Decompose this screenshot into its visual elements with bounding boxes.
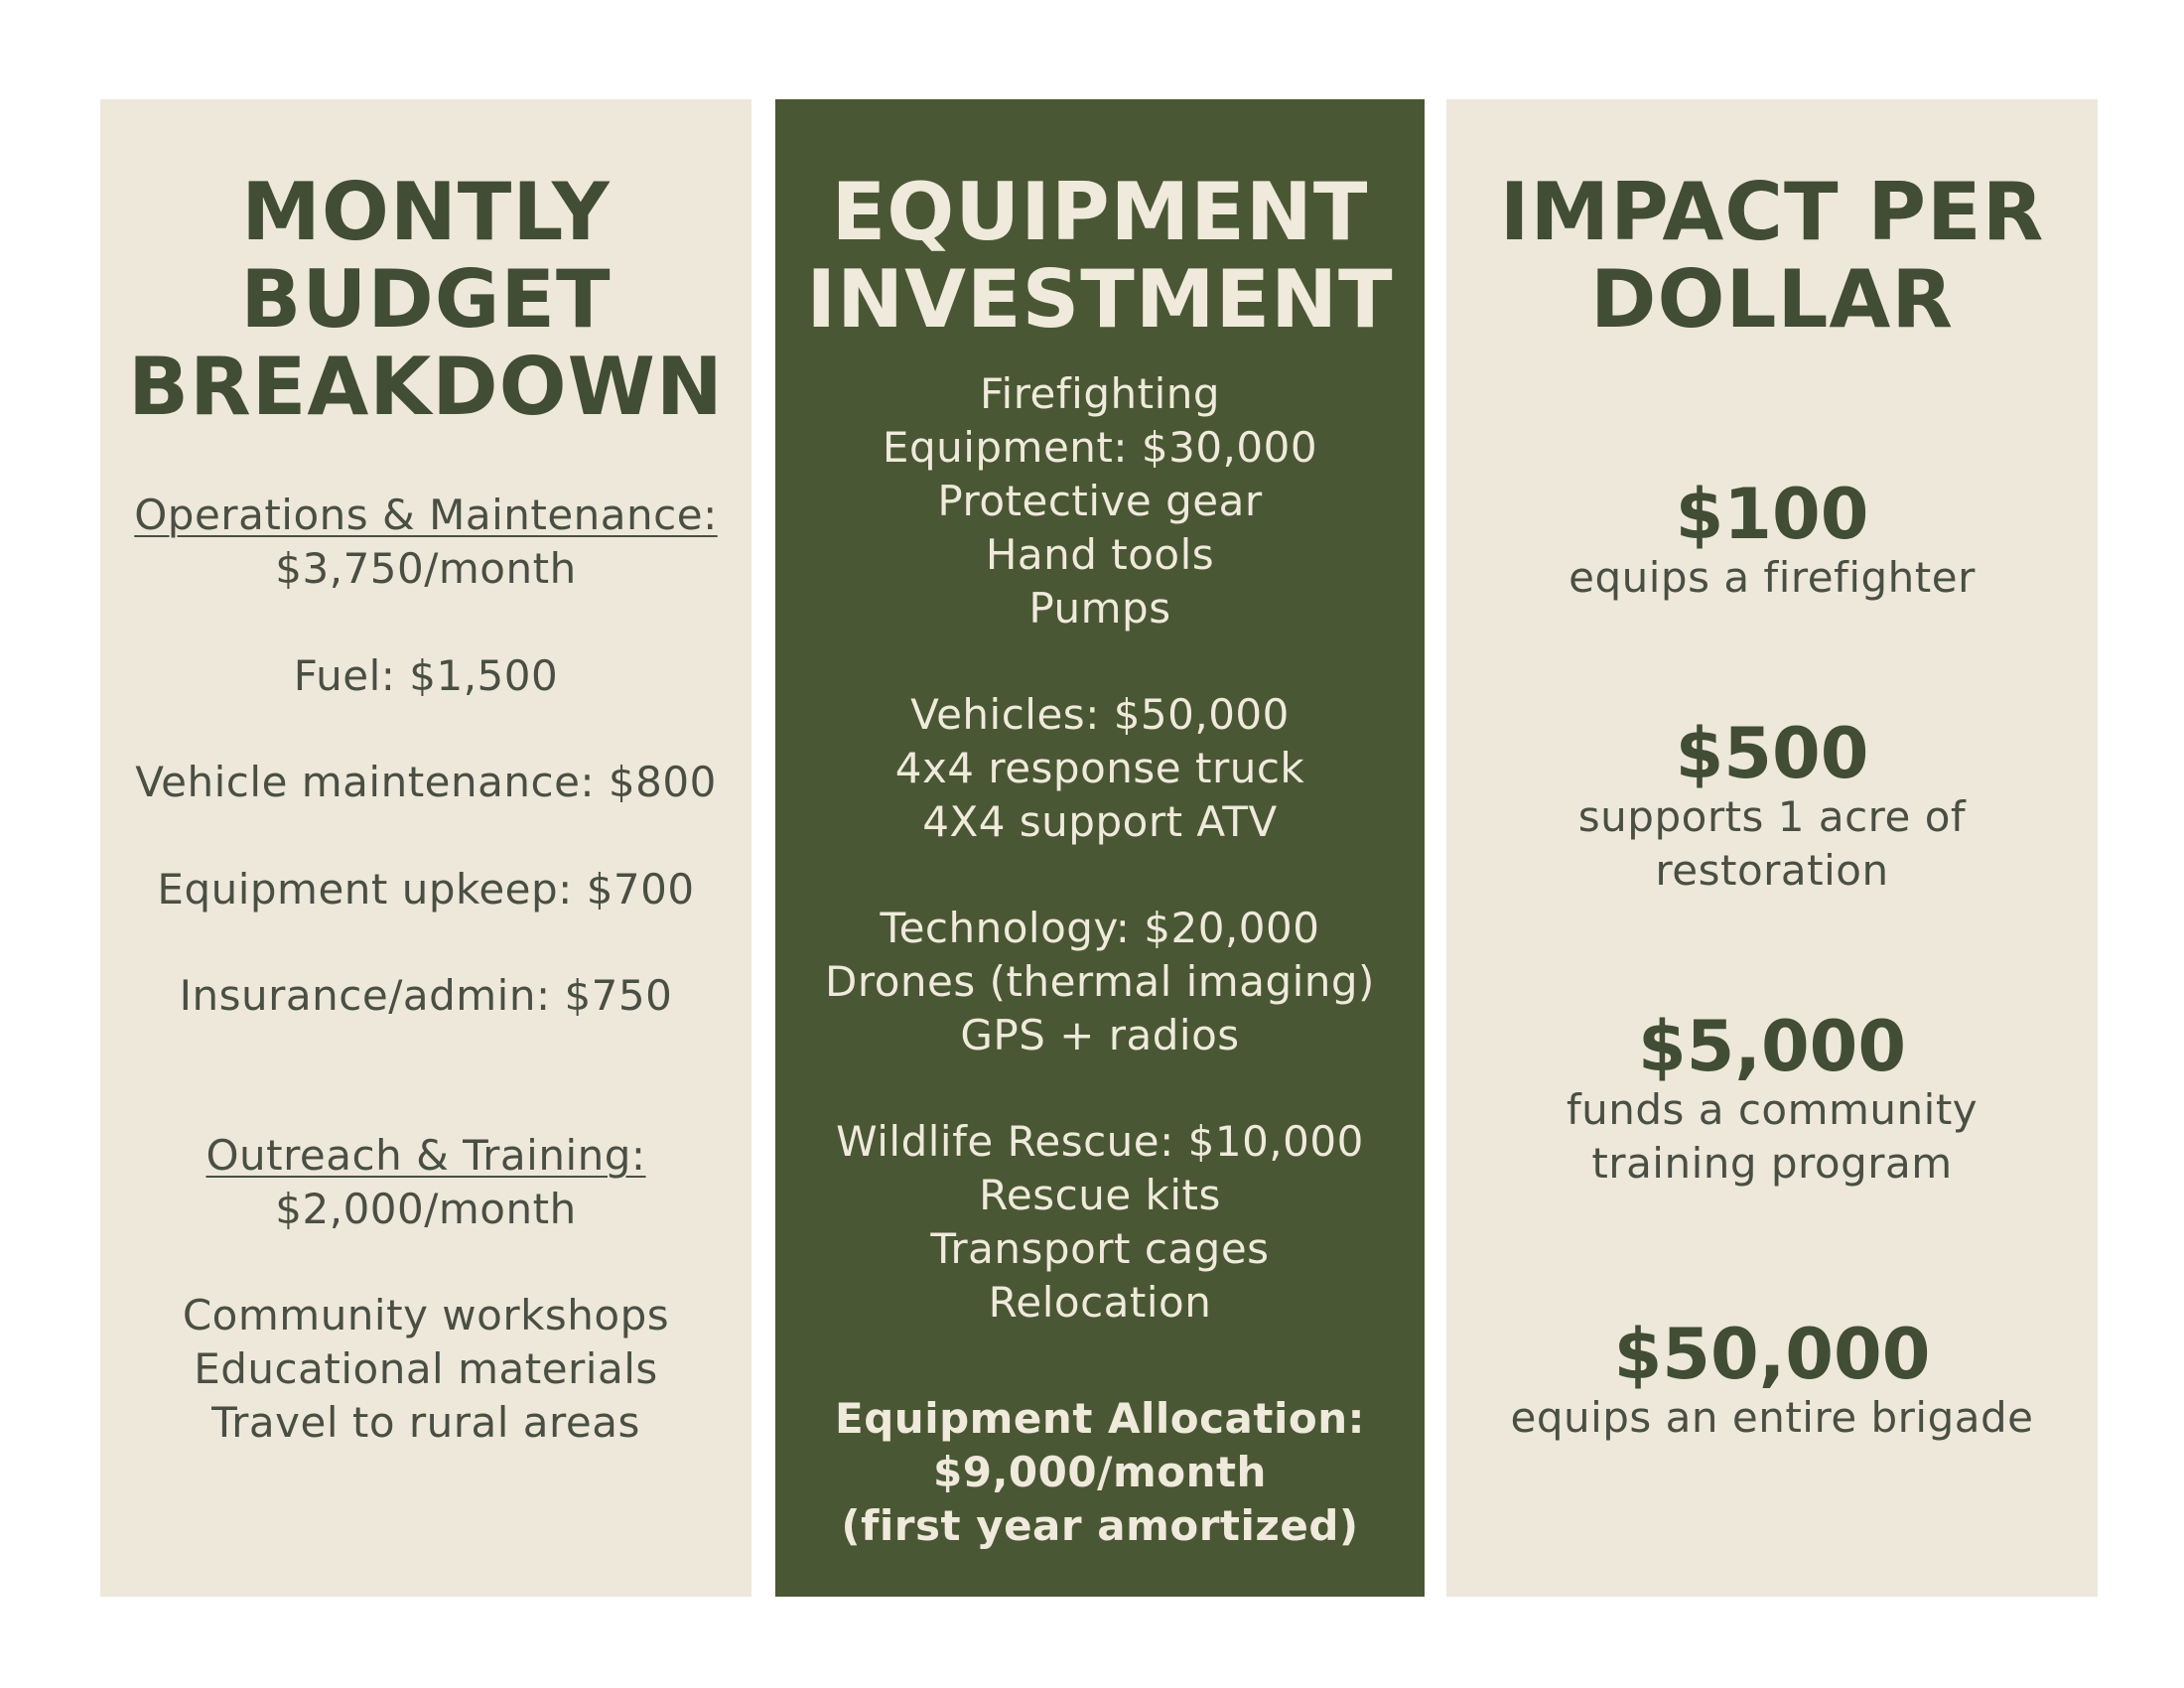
equipment-heading-line: EQUIPMENT <box>831 166 1369 258</box>
outreach-item: Travel to rural areas <box>211 1398 640 1447</box>
vehicles-line: 4x4 response truck <box>894 744 1305 792</box>
allocation-line: (first year amortized) <box>841 1501 1359 1550</box>
outreach-total: $2,000/month <box>275 1185 577 1233</box>
wildlife-line: Transport cages <box>930 1224 1270 1273</box>
ops-item-equipment: Equipment upkeep: $700 <box>157 865 695 914</box>
technology-line: Technology: $20,000 <box>880 904 1320 952</box>
equipment-heading-line: INVESTMENT <box>806 253 1394 346</box>
firefighting-line: Protective gear <box>937 477 1263 525</box>
impact-heading-line: IMPACT PER <box>1499 166 2045 258</box>
budget-heading-line: BUDGET <box>240 253 612 346</box>
ops-total: $3,750/month <box>275 544 577 593</box>
technology-line: GPS + radios <box>960 1011 1240 1059</box>
budget-panel <box>100 99 751 1597</box>
outreach-label: Outreach & Training: <box>205 1131 646 1180</box>
impact-amount: $50,000 <box>1613 1314 1931 1395</box>
impact-heading <box>1446 166 2098 346</box>
impact-amount: $100 <box>1675 474 1869 555</box>
impact-desc: training program <box>1591 1139 1953 1188</box>
impact-heading-line: DOLLAR <box>1590 253 1954 346</box>
ops-item-vehicle: Vehicle maintenance: $800 <box>135 758 717 806</box>
firefighting-line: Hand tools <box>985 530 1215 579</box>
impact-desc: funds a community <box>1566 1085 1979 1134</box>
budget-heading <box>100 166 751 433</box>
technology-line: Drones (thermal imaging) <box>825 957 1375 1006</box>
vehicles-line: Vehicles: $50,000 <box>910 690 1290 739</box>
impact-panel <box>1446 99 2098 1597</box>
wildlife-line: Rescue kits <box>979 1171 1221 1219</box>
allocation-line: $9,000/month <box>933 1448 1267 1496</box>
equipment-panel <box>775 99 1425 1597</box>
impact-desc: equips an entire brigade <box>1510 1393 2034 1442</box>
budget-heading-line: BREAKDOWN <box>128 341 724 433</box>
impact-desc: supports 1 acre of <box>1577 792 1967 841</box>
firefighting-line: Equipment: $30,000 <box>882 423 1318 472</box>
outreach-item: Community workshops <box>182 1291 670 1339</box>
outreach-item: Educational materials <box>194 1344 658 1393</box>
ops-item-insurance: Insurance/admin: $750 <box>179 971 673 1020</box>
impact-amount: $5,000 <box>1637 1006 1907 1087</box>
allocation-line: Equipment Allocation: <box>835 1394 1365 1443</box>
firefighting-line: Pumps <box>1028 584 1171 633</box>
firefighting-line: Firefighting <box>979 369 1221 418</box>
impact-desc: restoration <box>1655 846 1889 895</box>
wildlife-line: Wildlife Rescue: $10,000 <box>836 1117 1364 1166</box>
equipment-heading <box>775 166 1425 346</box>
impact-amount: $500 <box>1675 713 1869 794</box>
impact-desc: equips a firefighter <box>1569 553 1976 602</box>
vehicles-line: 4X4 support ATV <box>922 797 1278 846</box>
budget-heading-line: MONTLY <box>241 166 611 258</box>
ops-item-fuel: Fuel: $1,500 <box>293 651 559 700</box>
ops-label: Operations & Maintenance: <box>134 491 718 539</box>
wildlife-line: Relocation <box>988 1278 1212 1327</box>
